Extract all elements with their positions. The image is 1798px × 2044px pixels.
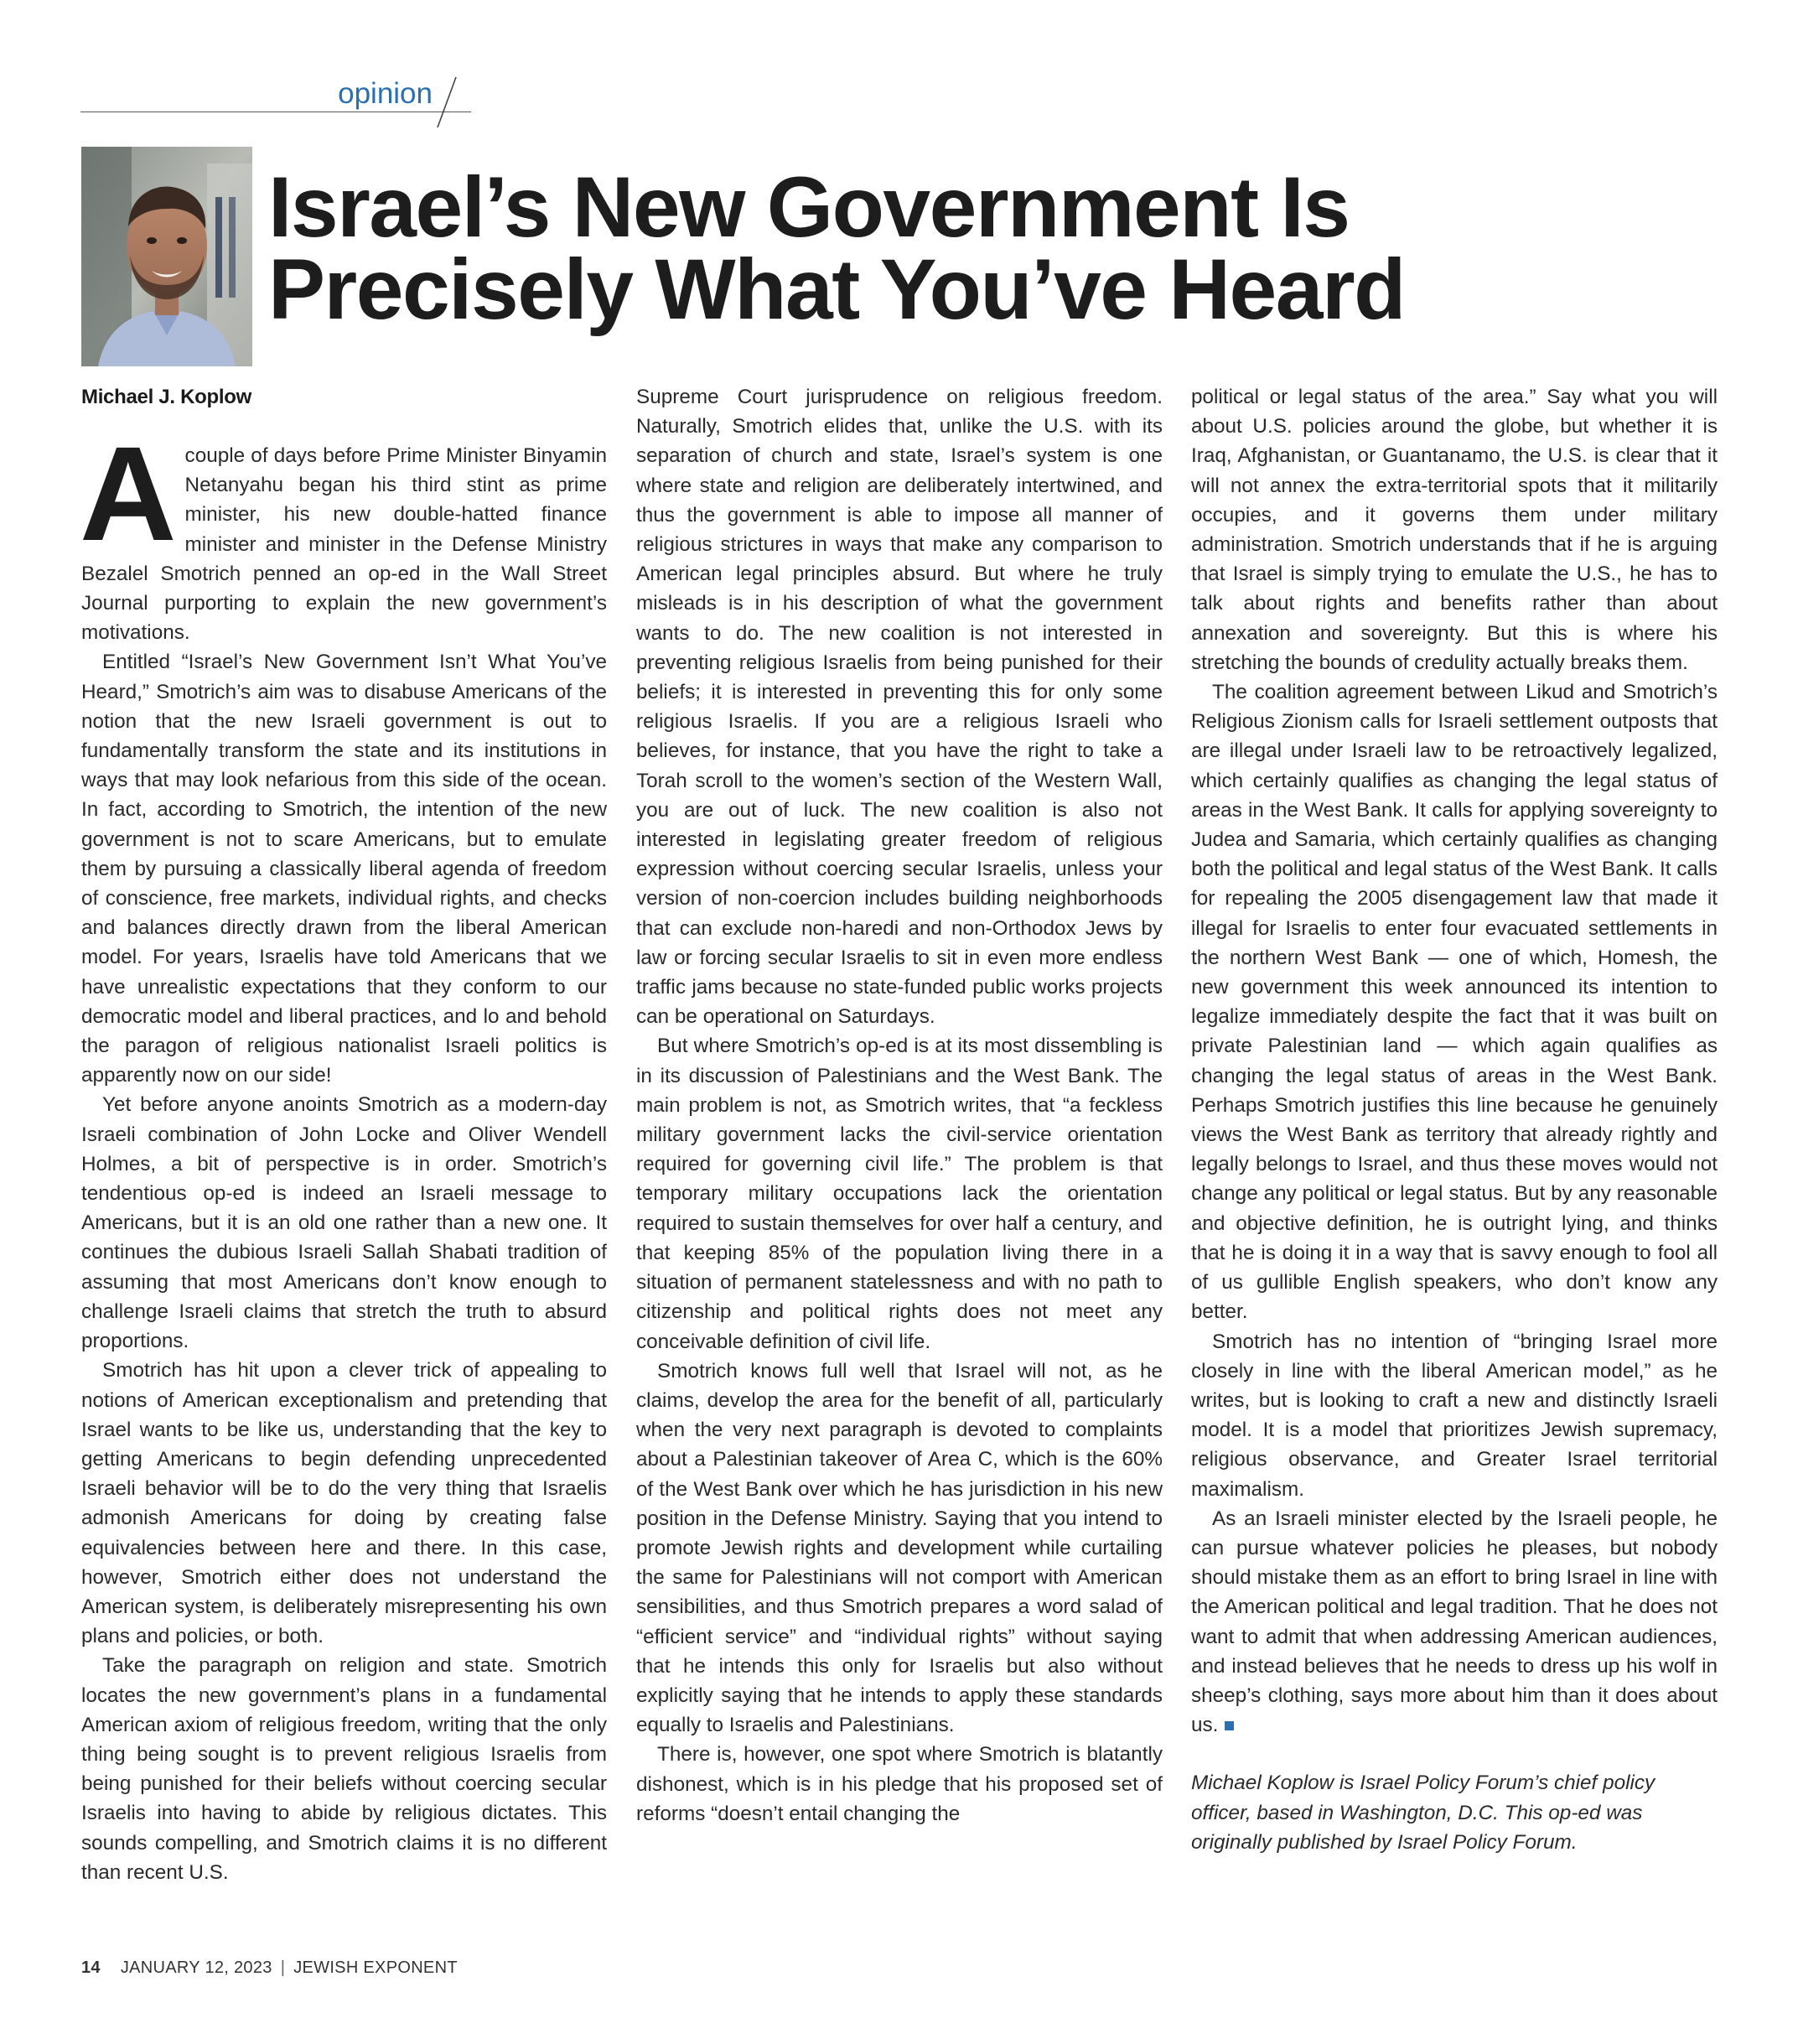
paragraph: Yet before anyone anoints Smotrich as a modern-day Israeli combination of John Locke and Oliver Wendell Holmes, a bit of perspective is in order. Smotrich’s tendentious op-ed is indeed an Israeli message to Americans, but it is an old one rather than a new one. It continues the dubious Israeli Sallah Shabati tradition of assuming that most Americans don’t know enough to challenge Israeli claims that stretch the truth to absurd proportions. [81,1093,607,1353]
page-footer [81,1958,458,1978]
paragraph: Supreme Court jurisprudence on religious freedom. Naturally, Smotrich elides that, unlike the U.S. with its separation of church and state, Israel’s system is one where state and religion are deliberately intertwined, and thus the government is able to impose all manner of religious strictures in ways that make any comparison to American legal principles absurd. But where he truly misleads is in his description of what the government wants to do. The new coalition is not interested in preventing religious Israelis from being punished for their beliefs; it is interested in preventing this for only some religious Israelis. If you are a religious Israeli who believes, for instance, that you have the right to take a Torah scroll to the women’s section of the Western Wall, you are out of luck. The new coalition is also not interested in legislating greater freedom of religious expression without coercing secular Israelis, unless your version of non-coercion includes building neighborhoods that can exclude non-haredi and non-Orthodox Jews by law or forcing secular Israelis to sit in even more endless traffic jams because no state-funded public works projects can be operational on Saturdays. [636,386,1163,1029]
headline-line-2: Precisely What You’ve Heard [268,241,1405,337]
author-bio: Michael Koplow is Israel Policy Forum’s chief policy officer, based in Washington, D.C. This op-ed was originally published by Israel Policy Forum. [1191,1772,1656,1854]
page-number: 14 [81,1958,101,1977]
slash-divider-icon [434,75,459,129]
author-photo [81,147,252,366]
paragraph: political or legal status of the area.” Say what you will about U.S. policies around the globe, but whether it is Iraq, Afghanistan, or Guantanamo, the U.S. is clear that it will not annex the extra-territorial spots that it militarily occupies, and it governs them under military administration. Smotrich understands that if he is arguing that Israel is simply trying to emulate the U.S., he has to talk about rights and benefits rather than about annexation and sovereignty. But this is where his stretching the bounds of credulity actually breaks them. [1191,386,1718,674]
footer-separator: | [280,1958,286,1977]
drop-cap: A [80,418,177,568]
paragraph: Take the paragraph on religion and state. Smotrich locates the new government’s plans in a fundamental American axiom of religious freedom, writing that the only thing being sought is to prevent religious Israelis from being punished for their beliefs without coercing secular Israelis into having to abide by religious dictates. This sounds compelling, and Smotrich claims it is no different than recent U.S. [81,1654,607,1884]
publication-name: JEWISH EXPONENT [293,1958,458,1977]
paragraph: Entitled “Israel’s New Government Isn’t What You’ve Heard,” Smotrich’s aim was to disabuse Americans of the notion that the new Israeli government is out to fundamentally transform the state and its institutions in ways that may look nefarious from this side of the ocean. In fact, according to Smotrich, the intention of the new government is not to scare Americans, but to emulate them by pursuing a classically liberal agenda of freedom of conscience, free markets, individual rights, and checks and balances directly drawn from the liberal American model. For years, Israelis have told Americans that we have unrealistic expectations that they conform to our democratic model and liberal practices, and lo and behold the paragon of religious nationalist Israeli politics is apparently now on our side! [81,651,607,1087]
paragraph: There is, however, one spot where Smotrich is blatantly dishonest, which is in his pledge that his proposed set of reforms “doesn’t entail changing the [636,1743,1163,1825]
paragraph: Smotrich has hit upon a clever trick of appealing to notions of American exceptionalism and pretending that Israel wants to be like us, understanding that the key to getting Americans to begin defending unprecedented Israeli behavior will be to do the very thing that Israelis admonish Americans for doing by creating false equivalencies between here and there. In this case, however, Smotrich either does not understand the American system, is deliberately misrepresenting his own plans and policies, or both. [81,1359,607,1648]
paragraph: The coalition agreement between Likud and Smotrich’s Religious Zionism calls for Israeli settlement outposts that are illegal under Israeli law to be retroactively legalized, which certainly qualifies as changing the legal status of areas in the West Bank. It calls for applying sovereignty to Judea and Samaria, which certainly qualifies as changing both the political and legal status of the West Bank. It calls for repealing the 2005 disengagement law that made it illegal for Israelis to enter four evacuated settlements in the northern West Bank — one of which, Homesh, the new government this week announced its intention to legalize immediately despite the fact that it was built on private Palestinian land — which again qualifies as changing the legal status of areas in the West Bank. Perhaps Smotrich justifies this line because he genuinely views the West Bank as territory that already rightly and legally belongs to Israel, and thus these moves would not change any political or legal status. But by any reasonable and objective definition, he is outright lying, and thinks that he is doing it in a way that is savvy enough to fool all of us gullible English speakers, who don’t know any better. [1191,681,1718,1324]
byline: Michael J. Koplow [81,386,251,408]
paragraph: Smotrich knows full well that Israel will not, as he claims, develop the area for the benefit of all, particularly when the very next paragraph is devoted to complaints about a Palestinian takeover of Area C, which is the 60% of the West Bank over which he has jurisdiction in his new position in the Defense Ministry. Saying that you intend to promote Jewish rights and development while curtailing the same for Palestinians will not comport with American sensibilities, and thus Smotrich prepares a word salad of “efficient service” and “individual rights” without saying that he intends this only for Israelis but also without explicitly saying that he intends to apply these standards equally to Israelis and Palestinians. [636,1359,1163,1737]
issue-date: JANUARY 12, 2023 [120,1958,272,1977]
paragraph: But where Smotrich’s op-ed is at its most dissembling is in its discussion of Palestinians and the West Bank. The main problem is not, as Smotrich writes, that “a feckless military government lacks the civil-service orientation required for governing civil life.” The problem is that temporary military occupations lack the orientation required to sustain themselves for over half a century, and that keeping 85% of the population living there in a situation of permanent statelessness and with no path to citizenship and political rights does not meet any conceivable definition of civil life. [636,1035,1163,1353]
headline [268,159,1760,337]
paragraph: Acouple of days before Prime Minister Binyamin Netanyahu began his third stint as prime minister, his new double-hatted finance minister and minister in the Defense Ministry Bezalel Smotrich penned an op-ed in the Wall Street Journal purporting to explain the new government’s motivations. [80,418,607,645]
paragraph: As an Israeli minister elected by the Israeli people, he can pursue whatever policies he pleases, but nobody should mistake them as an effort to bring Israel in line with the American political and legal tradition. That he does not want to admit that when addressing American audiences, and instead believes that he needs to dress up his wolf in sheep’s clothing, says more about him than it does about us. [1191,1507,1718,1737]
article-column-1 [80,418,607,1887]
paragraph: Smotrich has no intention of “bringing Israel more closely in line with the liberal American model,” as he writes, but is looking to craft a new and distinctly Israeli model. It is a model that prioritizes Jewish supremacy, religious observance, and Greater Israel territorial maximalism. [1191,1330,1718,1501]
section-tag [80,75,471,112]
end-mark-icon [1225,1721,1234,1730]
article-column-2 [636,382,1163,1829]
headline-line-1: Israel’s New Government Is [268,159,1350,255]
section-label: opinion [338,77,433,110]
article-column-3 [1191,382,1718,1857]
